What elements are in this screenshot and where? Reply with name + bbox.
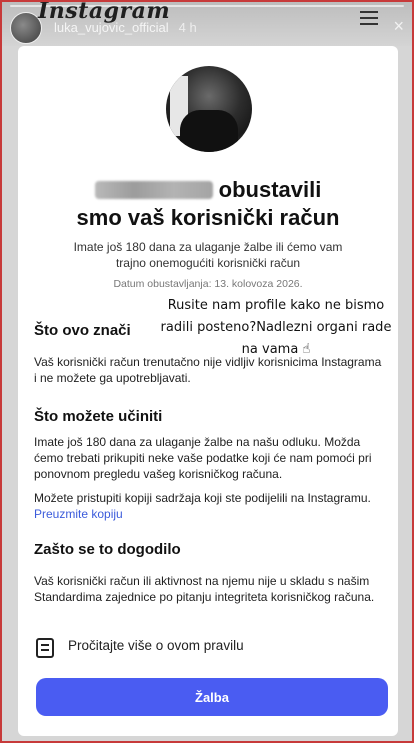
story-username[interactable] <box>54 20 197 35</box>
instagram-wordmark: Instagram <box>38 0 171 24</box>
section-text-what-this-means: Vaš korisnički račun trenutačno nije vidljiv korisnicima Instagrama i ne možete ga upotrebljavati. <box>34 355 382 385</box>
read-more-rule-text: Pročitajte više o ovom pravilu <box>68 638 244 653</box>
profile-picture <box>166 66 252 152</box>
download-description: Možete pristupiti kopiji sadržaja koji ste podijelili na Instagramu. <box>34 491 371 505</box>
notice-title <box>18 176 398 232</box>
story-username-text: luka_vujovic_official <box>54 20 169 35</box>
close-icon[interactable]: × <box>393 16 404 36</box>
notice-subtitle: Imate još 180 dana za ulaganje žalbe ili ćemo vam trajno onemogućiti korisnički račun <box>73 240 343 270</box>
section-title-what-you-can-do: Što možete učiniti <box>34 408 163 425</box>
section-text-why-it-happened: Vaš korisnički račun ili aktivnost na njemu nije u skladu s našim Standardima zajednice po pitanju integriteta korisničkog računa. <box>34 574 375 604</box>
story-header <box>2 2 412 46</box>
read-more-rule-row[interactable] <box>36 636 376 660</box>
document-icon <box>36 638 54 658</box>
story-time: 4 h <box>178 20 197 35</box>
section-title-why-it-happened: Zašto se to dogodilo <box>34 541 181 558</box>
hamburger-icon[interactable] <box>360 7 378 29</box>
profile-picture-person <box>180 110 238 152</box>
download-copy-link[interactable]: Preuzmite kopiju <box>34 507 123 521</box>
section-text-what-you-can-do: Imate još 180 dana za ulaganje žalbe na našu odluku. Možda ćemo trebati prikupiti neke vaše podatke koji će nam pomoći pri ponovnom pregledu vašeg korisničkog računa. <box>34 435 372 481</box>
account-suspended-card <box>18 46 398 736</box>
story-overlay-text: Rusite nam profile kako ne bismo radili posteno?Nadlezni organi rade na vama ☝ <box>160 297 392 358</box>
redacted-name-blur <box>95 181 213 199</box>
title-suffix: obustavili <box>218 177 322 202</box>
section-title-what-this-means: Što ovo znači <box>34 322 131 339</box>
title-line-2: smo vaš korisnički račun <box>76 205 340 230</box>
section-text-download <box>34 490 384 522</box>
appeal-button[interactable]: Žalba <box>36 678 388 716</box>
suspension-date: Datum obustavljanja: 13. kolovoza 2026. <box>113 278 303 290</box>
